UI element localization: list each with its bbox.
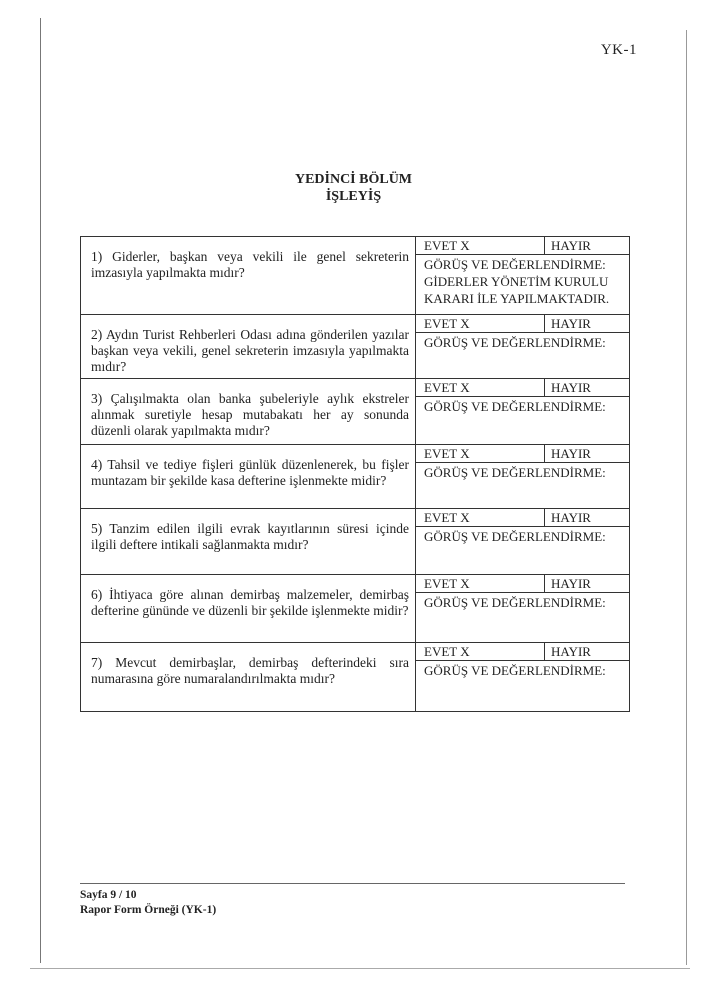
answer-cell <box>416 379 629 444</box>
evaluation-field[interactable] <box>416 661 629 679</box>
evaluation-label: GÖRÜŞ VE DEĞERLENDİRME: <box>424 399 606 414</box>
yes-no-row <box>416 315 629 333</box>
evaluation-label: GÖRÜŞ VE DEĞERLENDİRME: <box>424 663 606 678</box>
hayir-checkbox[interactable]: HAYIR <box>551 576 591 591</box>
question-row <box>81 643 629 711</box>
evet-checkbox[interactable]: EVET X <box>416 315 545 332</box>
evaluation-label: GÖRÜŞ VE DEĞERLENDİRME: <box>424 257 606 272</box>
question-text: 3) Çalışılmakta olan banka şubeleriyle aylık ekstreler alınmak suretiyle hesap mutabakatı her ay sonunda düzenli olarak yapılmakta mıdır? <box>81 379 416 444</box>
hayir-checkbox[interactable]: HAYIR <box>551 446 591 461</box>
yes-no-row <box>416 445 629 463</box>
evet-checkbox[interactable]: EVET X <box>416 509 545 526</box>
evaluation-field[interactable] <box>416 527 629 545</box>
question-text: 5) Tanzim edilen ilgili evrak kayıtlarının süresi içinde ilgili deftere intikali sağlanmakta mıdır? <box>81 509 416 574</box>
evaluation-label: GÖRÜŞ VE DEĞERLENDİRME: <box>424 529 606 544</box>
question-row <box>81 509 629 575</box>
evaluation-field[interactable] <box>416 255 629 307</box>
evaluation-field[interactable] <box>416 463 629 481</box>
answer-cell <box>416 643 629 711</box>
footer-divider <box>80 883 625 884</box>
yes-no-row <box>416 379 629 397</box>
evet-checkbox[interactable]: EVET X <box>416 643 545 660</box>
page-border-right <box>686 30 687 965</box>
form-code: YK-1 <box>600 42 637 58</box>
question-text: 7) Mevcut demirbaşlar, demirbaş defterindeki sıra numarasına göre numaralandırılmakta mıdır? <box>81 643 416 711</box>
yes-no-row <box>416 575 629 593</box>
evet-checkbox[interactable]: EVET X <box>416 445 545 462</box>
yes-no-row <box>416 643 629 661</box>
hayir-checkbox[interactable]: HAYIR <box>551 644 591 659</box>
evet-checkbox[interactable]: EVET X <box>416 379 545 396</box>
yes-no-row <box>416 237 629 255</box>
question-text: 6) İhtiyaca göre alınan demirbaş malzemeler, demirbaş defterine gününde ve düzenli bir şekilde işlenmekte midir? <box>81 575 416 642</box>
question-text: 2) Aydın Turist Rehberleri Odası adına gönderilen yazılar başkan veya vekili, genel sekreterin imzasıyla yapılmakta mıdır? <box>81 315 416 378</box>
evaluation-field[interactable] <box>416 593 629 611</box>
section-title: YEDİNCİ BÖLÜM <box>294 172 413 187</box>
yes-no-row <box>416 509 629 527</box>
hayir-checkbox[interactable]: HAYIR <box>551 316 591 331</box>
question-row <box>81 379 629 445</box>
evet-checkbox[interactable]: EVET X <box>416 575 545 592</box>
hayir-checkbox[interactable]: HAYIR <box>551 510 591 525</box>
evet-checkbox[interactable]: EVET X <box>416 237 545 254</box>
form-name: Rapor Form Örneği (YK-1) <box>80 904 217 916</box>
page-number: Sayfa 9 / 10 <box>80 889 137 901</box>
question-text: 4) Tahsil ve tediye fişleri günlük düzenlenerek, bu fişler muntazam bir şekilde kasa defterine işlenmekte midir? <box>81 445 416 508</box>
question-table <box>80 236 630 712</box>
hayir-checkbox[interactable]: HAYIR <box>551 380 591 395</box>
evaluation-field[interactable] <box>416 397 629 415</box>
question-row <box>81 445 629 509</box>
page-border-left <box>40 18 41 963</box>
answer-cell <box>416 445 629 508</box>
evaluation-label: GÖRÜŞ VE DEĞERLENDİRME: <box>424 595 606 610</box>
question-row <box>81 575 629 643</box>
question-text: 1) Giderler, başkan veya vekili ile genel sekreterin imzasıyla yapılmakta mıdır? <box>81 237 416 314</box>
question-row <box>81 237 629 315</box>
hayir-checkbox[interactable]: HAYIR <box>551 238 591 253</box>
question-row <box>81 315 629 379</box>
page-border-bottom <box>30 968 690 969</box>
answer-cell <box>416 509 629 574</box>
answer-cell <box>416 575 629 642</box>
answer-cell <box>416 315 629 378</box>
evaluation-text: GİDERLER YÖNETİM KURULU KARARI İLE YAPILMAKTADIR. <box>424 274 610 306</box>
evaluation-field[interactable] <box>416 333 629 351</box>
answer-cell <box>416 237 629 314</box>
section-subtitle: İŞLEYİŞ <box>325 189 382 204</box>
evaluation-label: GÖRÜŞ VE DEĞERLENDİRME: <box>424 465 606 480</box>
evaluation-label: GÖRÜŞ VE DEĞERLENDİRME: <box>424 335 606 350</box>
